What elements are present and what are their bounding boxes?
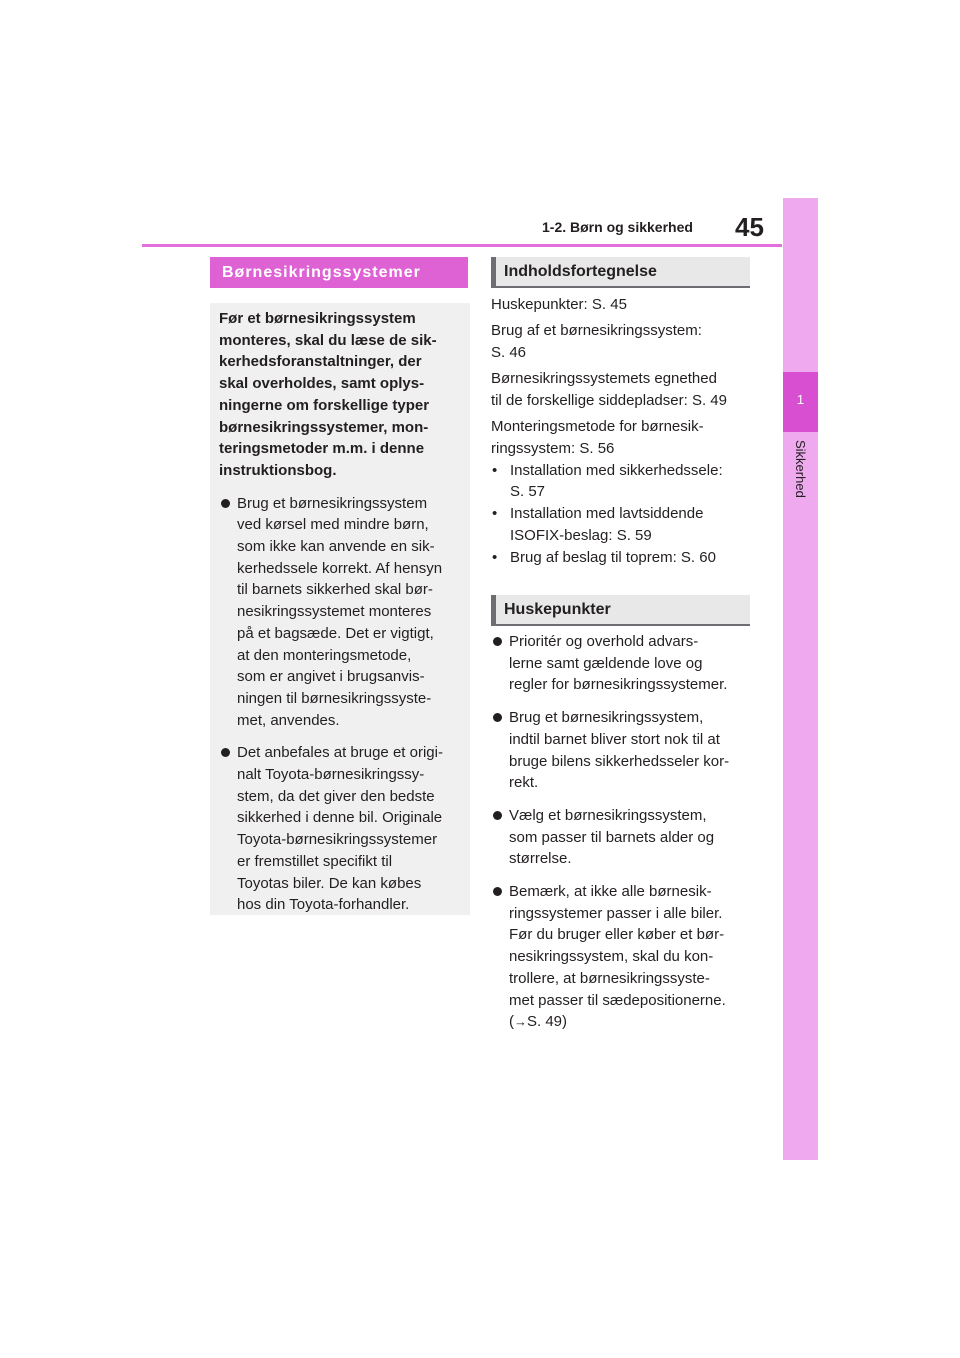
arrow-right-icon: →: [514, 1014, 527, 1030]
info-bullet-original-toyota: Det anbefales at bruge et origi- nalt Toyota-børnesikringssy- stem, da det giver den bedste sikkerhed i denne bil. Originale Toyota-børnesikringssystemer er fremstillet specifikt til Toyotas biler. De kan købes hos din Toyota-forhandler.: [219, 742, 460, 916]
notes-heading: Huskepunkter: [491, 595, 750, 626]
toc-sub-item[interactable]: • Brug af beslag til toprem: S. 60: [491, 547, 750, 569]
toc-sub-item[interactable]: • Installation med lavtsiddende ISOFIX-beslag: S. 59: [492, 505, 704, 544]
bullet-dot-icon: [493, 637, 502, 646]
note-bullet: Vælg et børnesikringssystem, som passer til barnets alder og størrelse.: [491, 805, 750, 870]
bullet-dot-icon: [221, 748, 230, 757]
notes-list: [491, 620, 750, 1033]
toc-item[interactable]: Monteringsmetode for børnesik- ringssystem: S. 56: [491, 418, 704, 457]
note-bullet: Bemærk, at ikke alle børnesik- ringssystemer passer i alle biler. Før du bruger eller køber et bør- nesikringssystem, skal du kon- trollere, at børnesikringssyste- met passer til sædepositionerne. (→S. 49): [491, 881, 750, 1033]
bullet-mark-icon: •: [492, 548, 498, 566]
note-bullet: Brug et børnesikringssystem, indtil barnet bliver stort nok til at bruge bilens sikkerhedsseler kor- rekt.: [491, 707, 750, 794]
page-reference-link[interactable]: (→S. 49): [509, 1013, 568, 1031]
toc-sub-item[interactable]: • Installation med sikkerhedssele: S. 57: [492, 461, 723, 501]
chapter-label-wrapper: [779, 440, 821, 520]
toc-list: [491, 294, 750, 568]
toc-item[interactable]: Huskepunkter: S. 45: [491, 296, 627, 313]
intro-text: Før et børnesikringssystem monteres, skal du læse de sik- kerhedsforanstaltninger, der skal overholdes, samt oplys- ningerne om forskellige typer børnesikringssystemer, mon- teringsmetoder m.m. i denne instruktionsbog.: [219, 310, 437, 479]
bullet-mark-icon: •: [492, 461, 498, 479]
bullet-dot-icon: [493, 811, 502, 820]
child-restraint-heading: Børnesikringssystemer: [210, 257, 468, 288]
bullet-mark-icon: •: [492, 505, 498, 523]
note-bullet: Prioritér og overhold advars- lerne samt gældende love og regler for børnesikringssystemer.: [491, 631, 750, 696]
toc-item[interactable]: Børnesikringssystemets egnethed til de forskellige siddepladser: S. 49: [491, 370, 727, 409]
header-divider: [142, 244, 782, 247]
chapter-label: Sikkerhed: [793, 440, 808, 498]
chapter-side-tab: [783, 198, 818, 1160]
bullet-dot-icon: [493, 713, 502, 722]
bullet-dot-icon: [493, 887, 502, 896]
info-bullet-use-restraint: Brug et børnesikringssystem ved kørsel med mindre børn, som ikke kan anvende en sik- kerhedssele korrekt. Af hensyn til barnets sikkerhed skal bør- nesikringssystemet monteres på et bagsæde. Det er vigtigt, at den monteringsmetode, som er angivet i brugsanvis- ningen til børnesikringssyste- met, anvendes.: [219, 493, 460, 732]
page-number: 45: [735, 212, 764, 242]
child-restraint-info-box: [210, 303, 470, 915]
bullet-dot-icon: [221, 499, 230, 508]
section-reference: 1-2. Børn og sikkerhed: [542, 219, 693, 235]
toc-item[interactable]: Brug af et børnesikringssystem: S. 46: [491, 322, 702, 361]
toc-heading: Indholdsfortegnelse: [491, 257, 750, 288]
chapter-number: 1: [796, 392, 805, 407]
